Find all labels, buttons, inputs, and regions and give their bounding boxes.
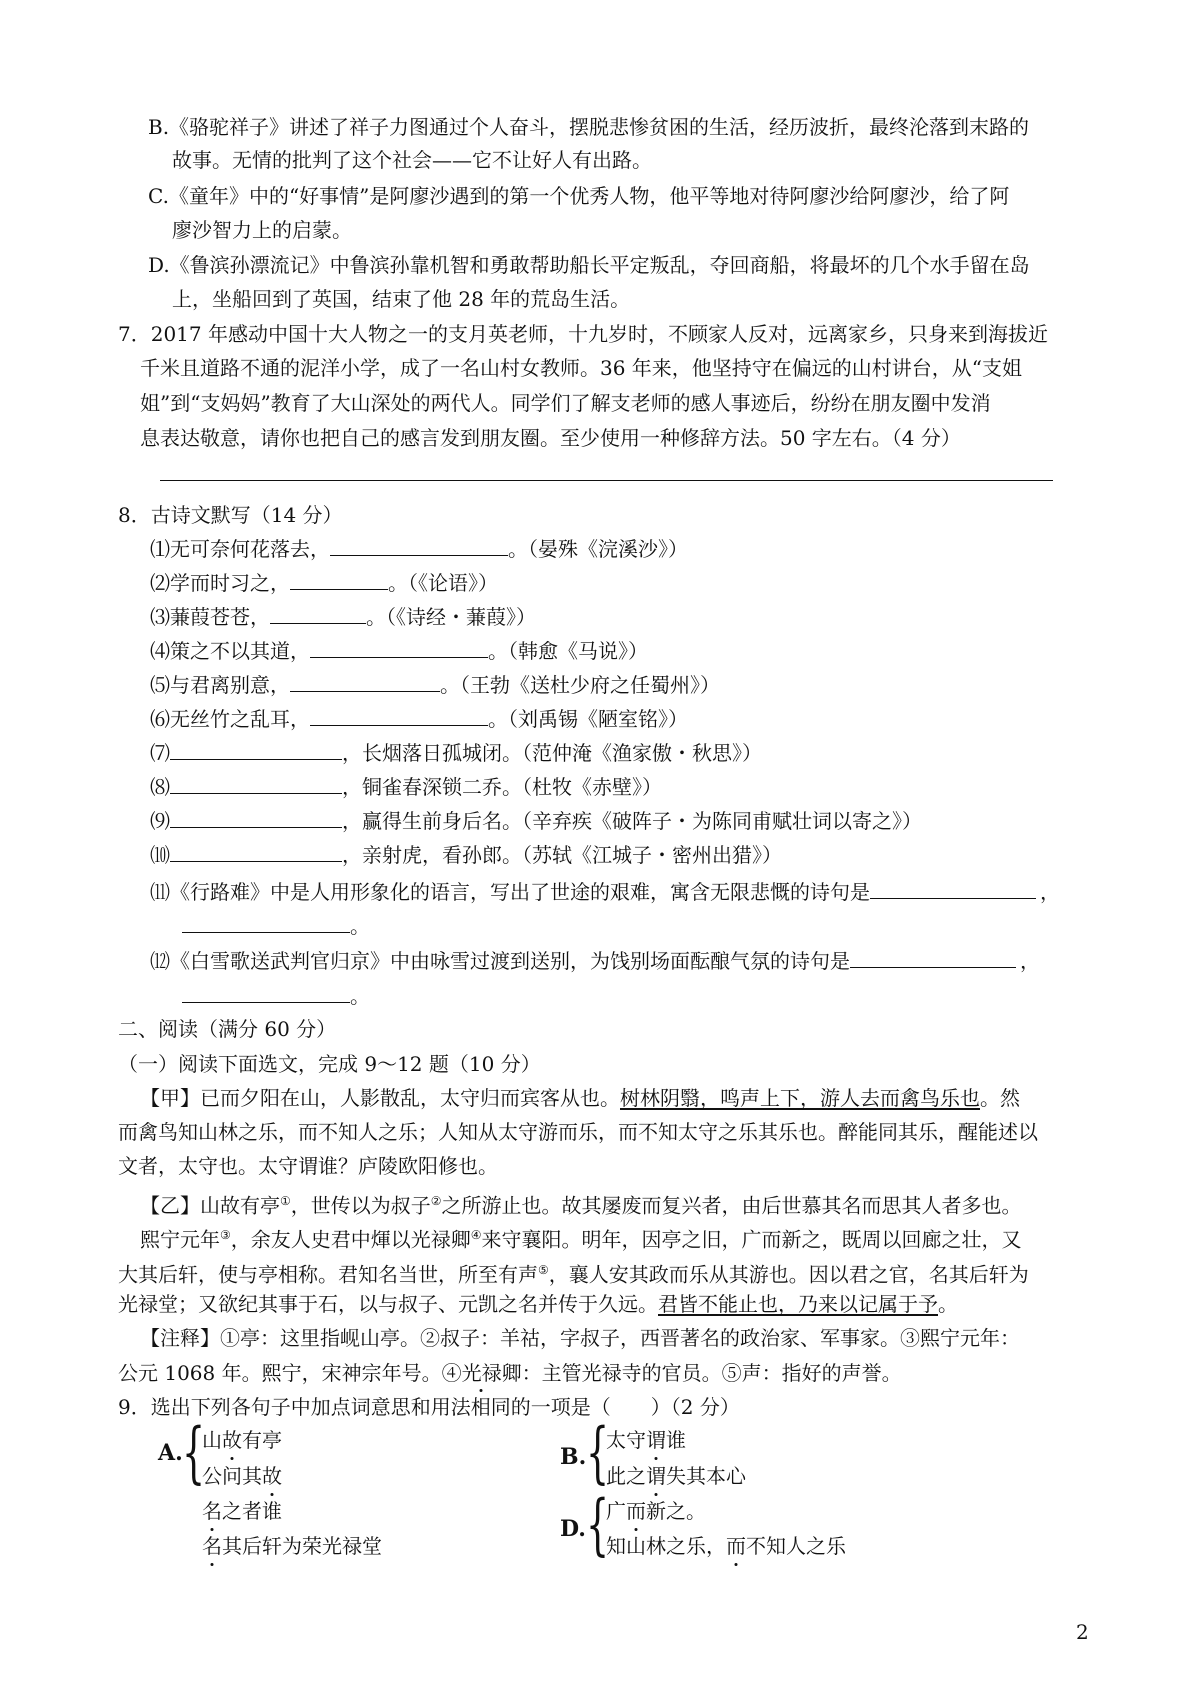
q6-option-b-line2: 故事。无情的批判了这个社会——它不让好人有出路。	[172, 148, 652, 172]
q7-line2: 千米且道路不通的泥洋小学，成了一名山村女教师。36 年来，他坚持守在偏远的山村讲台，从“支姐	[140, 356, 1023, 380]
q9-option-c-item1: 名之者谁	[202, 1499, 282, 1523]
blank-input[interactable]	[170, 741, 342, 760]
q8-item-3: ⑶蒹葭苍苍， 。（《诗经・蒹葭》）	[150, 605, 536, 629]
q8-item-11-line1: ⑾《行路难》中是人用形象化的语言，写出了世途的艰难，寓含无限悲慨的诗句是 ，	[150, 880, 1060, 904]
blank-input[interactable]	[310, 707, 488, 726]
q8-item-4: ⑷策之不以其道， 。（韩愈《马说》）	[150, 639, 648, 663]
blank-input[interactable]	[182, 984, 350, 1003]
brace-icon: {	[182, 1414, 206, 1491]
q8-item-5: ⑸与君离别意， 。（王勃《送杜少府之任蜀州》）	[150, 673, 720, 697]
q6-option-d-line2: 上，坐船回到了英国，结束了他 28 年的荒岛生活。	[172, 287, 631, 311]
passage-yi-line3: 大其后轩，使与亭相称。君知名当世，所至有声⑤，襄人安其政而乐从其游也。因以君之官，名其后轩为	[118, 1262, 1029, 1287]
q9-option-b-label[interactable]: B.	[560, 1444, 587, 1470]
blank-input[interactable]	[270, 605, 366, 624]
q8-item-8: ⑻ ，铜雀春深锁二乔。（杜牧《赤壁》）	[150, 775, 662, 799]
q9-option-a-label[interactable]: A.	[158, 1440, 183, 1466]
q8-title: 8．古诗文默写（14 分）	[118, 503, 343, 527]
blank-input[interactable]	[170, 809, 342, 828]
q7-answer-line[interactable]	[160, 480, 1053, 481]
q9-option-d-item1: 广而新之。	[606, 1499, 706, 1523]
q8-item-2: ⑵学而时习之， 。（《论语》）	[150, 571, 498, 595]
q8-item-7: ⑺ ，长烟落日孤城闭。（范仲淹《渔家傲・秋思》）	[150, 741, 762, 765]
blank-input[interactable]	[330, 537, 508, 556]
q8-item-12-line2: 。	[182, 982, 370, 1010]
blank-input[interactable]	[170, 775, 342, 794]
q8-item-9: ⑼ ，赢得生前身后名。（辛弃疾《破阵子・为陈同甫赋壮词以寄之》）	[150, 809, 922, 833]
q9-option-d-item2: 知山林之乐，而不知人之乐	[606, 1534, 846, 1558]
passage-jia-line2: 而禽鸟知山林之乐，而不知人之乐；人知从太守游而乐，而不知太守之乐其乐也。醉能同其乐，醒能述以	[118, 1120, 1038, 1144]
q8-item-11-line2: 。	[182, 912, 370, 940]
passage-yi-line4: 光禄堂；又欲纪其事于石，以与叔子、元凯之名并传于久远。君皆不能止也，乃来以记属于予。	[118, 1292, 958, 1316]
q8-item-6: ⑹无丝竹之乱耳， 。（刘禹锡《陋室铭》）	[150, 707, 688, 731]
brace-icon: {	[586, 1486, 610, 1563]
q9-stem: 9．选出下列各句子中加点词意思和用法相同的一项是（ ）（2 分）	[118, 1395, 740, 1419]
q7-line3: 姐”到“支妈妈”教育了大山深处的两代人。同学们了解支老师的感人事迹后，纷纷在朋友圈中发消	[140, 391, 991, 415]
blank-input[interactable]	[170, 843, 342, 862]
q9-option-c-item2: 名其后轩为荣光禄堂	[202, 1534, 382, 1558]
section-2-subtitle: （一）阅读下面选文，完成 9～12 题（10 分）	[118, 1052, 541, 1076]
passage-jia-line1: 【甲】已而夕阳在山，人影散乱，太守归而宾客从也。树林阴翳，鸣声上下，游人去而禽鸟乐也。然	[140, 1086, 1020, 1110]
blank-input[interactable]	[290, 673, 440, 692]
q9-option-a-item2: 公问其故	[202, 1464, 282, 1488]
q8-item-12-line1: ⑿《白雪歌送武判官归京》中由咏雪过渡到送别，为饯别场面酝酿气氛的诗句是 ，	[150, 949, 1040, 973]
q8-item-1: ⑴无可奈何花落去， 。（晏殊《浣溪沙》）	[150, 537, 688, 561]
q6-option-c-line2: 廖沙智力上的启蒙。	[172, 218, 352, 242]
brace-icon: {	[586, 1414, 610, 1491]
notes-line2: 公元 1068 年。熙宁，宋神宗年号。④光禄卿：主管光禄寺的官员。⑤声：指好的声誉。	[118, 1361, 902, 1385]
passage-jia-line3: 文者，太守也。太守谓谁？庐陵欧阳修也。	[118, 1154, 498, 1178]
q6-option-b-line1: B.《骆驼祥子》讲述了祥子力图通过个人奋斗，摆脱悲惨贫困的生活，经历波折，最终沦落到末路的	[148, 115, 1030, 139]
blank-input[interactable]	[870, 880, 1036, 899]
q8-item-10: ⑽ ，亲射虎，看孙郎。（苏轼《江城子・密州出猎》）	[150, 843, 782, 867]
passage-yi-line1: 【乙】山故有亭①，世传以为叔子②之所游止也。故其屡废而复兴者，由后世慕其名而思其人者多也。	[140, 1193, 1022, 1218]
passage-yi-line2: 熙宁元年③，余友人史君中煇以光禄卿④来守襄阳。明年，因亭之旧，广而新之，既周以回廊之壮，又	[140, 1227, 1022, 1252]
q6-option-d-line1: D.《鲁滨孙漂流记》中鲁滨孙靠机智和勇敢帮助船长平定叛乱，夺回商船，将最坏的几个水手留在岛	[148, 253, 1030, 277]
blank-input[interactable]	[182, 914, 350, 933]
notes-line1: 【注释】①亭：这里指岘山亭。②叔子：羊祜，字叔子，西晋著名的政治家、军事家。③熙宁元年：	[140, 1326, 1020, 1350]
section-2-title: 二、阅读（满分 60 分）	[118, 1017, 337, 1041]
q9-option-b-item2: 此之谓失其本心	[606, 1464, 746, 1488]
blank-input[interactable]	[850, 949, 1016, 968]
q9-option-a-item1: 山故有亭	[202, 1428, 282, 1452]
q7-line1: 7．2017 年感动中国十大人物之一的支月英老师，十九岁时，不顾家人反对，远离家乡，只身来到海拔近	[118, 322, 1048, 346]
page-number: 2	[1076, 1620, 1089, 1644]
q9-option-b-item1: 太守谓谁	[606, 1428, 686, 1452]
q9-option-d-label[interactable]: D.	[560, 1516, 586, 1542]
blank-input[interactable]	[310, 639, 488, 658]
blank-input[interactable]	[290, 571, 388, 590]
q6-option-c-line1: C.《童年》中的“好事情”是阿廖沙遇到的第一个优秀人物，他平等地对待阿廖沙给阿廖沙，给了阿	[148, 184, 1010, 208]
q7-line4: 息表达敬意，请你也把自己的感言发到朋友圈。至少使用一种修辞方法。50 字左右。（4 分）	[140, 426, 961, 450]
